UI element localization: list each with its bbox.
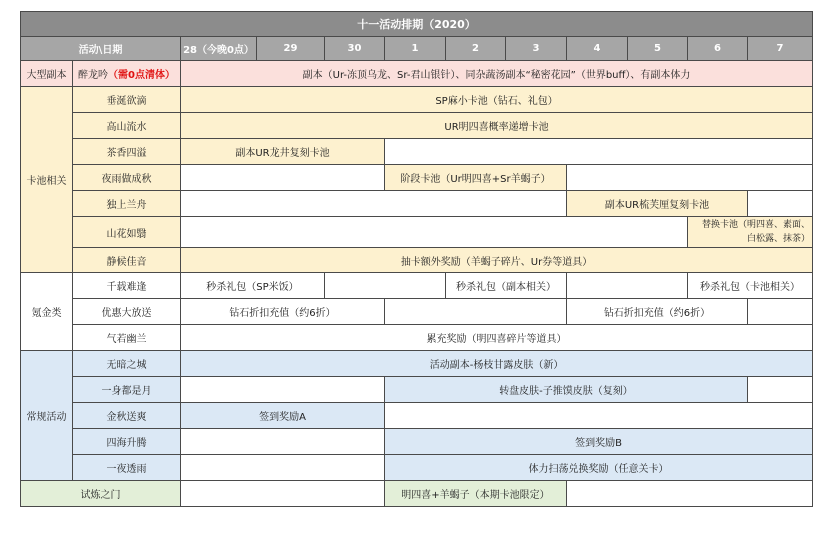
schedule-sheet	[20, 11, 813, 507]
event-name: 优惠大放送	[73, 299, 181, 325]
empty-cell	[181, 191, 567, 217]
event-bar: 钻石折扣充值（约6折）	[567, 299, 748, 325]
event-bar: 活动副本-杨枝甘露皮肤（新）	[181, 351, 813, 377]
table-row	[21, 273, 813, 299]
event-bar: 阶段卡池（Ur明四喜+Sr羊蝎子）	[385, 165, 567, 191]
event-name: 试炼之门	[21, 481, 181, 507]
empty-cell	[567, 481, 813, 507]
empty-cell	[385, 403, 813, 429]
empty-cell	[181, 455, 385, 481]
table-row	[21, 481, 813, 507]
table-row	[21, 325, 813, 351]
date-header: 7	[748, 37, 813, 61]
event-bar: 秒杀礼包（副本相关）	[446, 273, 567, 299]
event-bar: 明四喜+羊蝎子（本期卡池限定）	[385, 481, 567, 507]
date-header: 4	[567, 37, 628, 61]
schedule-table	[20, 11, 813, 507]
group-label-dungeon: 大型副本	[21, 61, 73, 87]
table-row	[21, 351, 813, 377]
event-name-note: （需0点清体）	[108, 70, 175, 81]
empty-cell	[748, 191, 813, 217]
table-row	[21, 377, 813, 403]
date-header: 2	[446, 37, 506, 61]
empty-cell	[567, 165, 813, 191]
event-bar: 累充奖励（明四喜碎片等道具）	[181, 325, 813, 351]
event-name	[73, 61, 181, 87]
empty-cell	[748, 299, 813, 325]
title-row	[21, 12, 813, 37]
date-header: 29	[257, 37, 325, 61]
table-row	[21, 113, 813, 139]
empty-cell	[181, 481, 385, 507]
table-row	[21, 248, 813, 273]
date-header: 28（今晚0点）	[181, 37, 257, 61]
empty-cell	[181, 377, 385, 403]
event-name: 金秋送爽	[73, 403, 181, 429]
group-label-regular: 常规活动	[21, 351, 73, 481]
table-row	[21, 165, 813, 191]
event-bar: 转盘皮肤-子推馍皮肤（复刻）	[385, 377, 748, 403]
date-header: 30	[325, 37, 385, 61]
event-name: 山花如翳	[73, 217, 181, 248]
empty-cell	[748, 377, 813, 403]
empty-cell	[325, 273, 446, 299]
empty-cell	[385, 299, 567, 325]
date-header: 5	[628, 37, 688, 61]
event-name: 茶香四溢	[73, 139, 181, 165]
empty-cell	[181, 429, 385, 455]
empty-cell	[181, 217, 688, 248]
event-bar: 副本UR梳芙厘复刻卡池	[567, 191, 748, 217]
event-name: 一夜透雨	[73, 455, 181, 481]
event-bar: 秒杀礼包（SP米饭）	[181, 273, 325, 299]
event-name: 独上兰舟	[73, 191, 181, 217]
event-bar-line: 白松露、抹茶）	[747, 234, 811, 244]
event-bar	[688, 217, 813, 248]
event-bar: 副本UR龙井复刻卡池	[181, 139, 385, 165]
event-name: 四海升腾	[73, 429, 181, 455]
event-name: 无暗之城	[73, 351, 181, 377]
event-bar: 秒杀礼包（卡池相关）	[688, 273, 813, 299]
date-header: 6	[688, 37, 748, 61]
empty-cell	[567, 273, 688, 299]
event-bar: 抽卡额外奖励（羊蝎子碎片、Ur券等道具）	[181, 248, 813, 273]
event-name: 垂涎欲滴	[73, 87, 181, 113]
table-row	[21, 403, 813, 429]
group-label-paid: 氪金类	[21, 273, 73, 351]
event-name: 千载难逢	[73, 273, 181, 299]
event-bar-line: 替换卡池（明四喜、素面、	[702, 220, 811, 230]
event-bar: 副本（Ur-冻顶乌龙、Sr-君山银针）、同杂蔬汤副本“秘密花园”（世界buff）、有副本体力	[181, 61, 813, 87]
event-name: 气若幽兰	[73, 325, 181, 351]
event-bar: UR明四喜概率递增卡池	[181, 113, 813, 139]
table-row	[21, 429, 813, 455]
table-row	[21, 139, 813, 165]
event-name: 静候佳音	[73, 248, 181, 273]
event-name: 高山流水	[73, 113, 181, 139]
event-bar: 签到奖励A	[181, 403, 385, 429]
date-header: 1	[385, 37, 446, 61]
event-name: 夜雨做成秋	[73, 165, 181, 191]
event-bar: 钻石折扣充值（约6折）	[181, 299, 385, 325]
event-bar: SP麻小卡池（钻石、礼包）	[181, 87, 813, 113]
table-row	[21, 217, 813, 248]
event-name-main: 醉龙吟	[78, 70, 109, 81]
empty-cell	[181, 165, 385, 191]
table-row	[21, 61, 813, 87]
table-row	[21, 87, 813, 113]
date-header: 3	[506, 37, 567, 61]
table-title: 十一活动排期（2020）	[21, 12, 813, 37]
event-bar: 体力扫荡兑换奖励（任意关卡）	[385, 455, 813, 481]
header-corner: 活动\日期	[21, 37, 181, 61]
table-row	[21, 299, 813, 325]
table-row	[21, 455, 813, 481]
event-bar: 签到奖励B	[385, 429, 813, 455]
event-name: 一身都是月	[73, 377, 181, 403]
empty-cell	[385, 139, 813, 165]
table-row	[21, 191, 813, 217]
group-label-gacha: 卡池相关	[21, 87, 73, 273]
header-row	[21, 37, 813, 61]
